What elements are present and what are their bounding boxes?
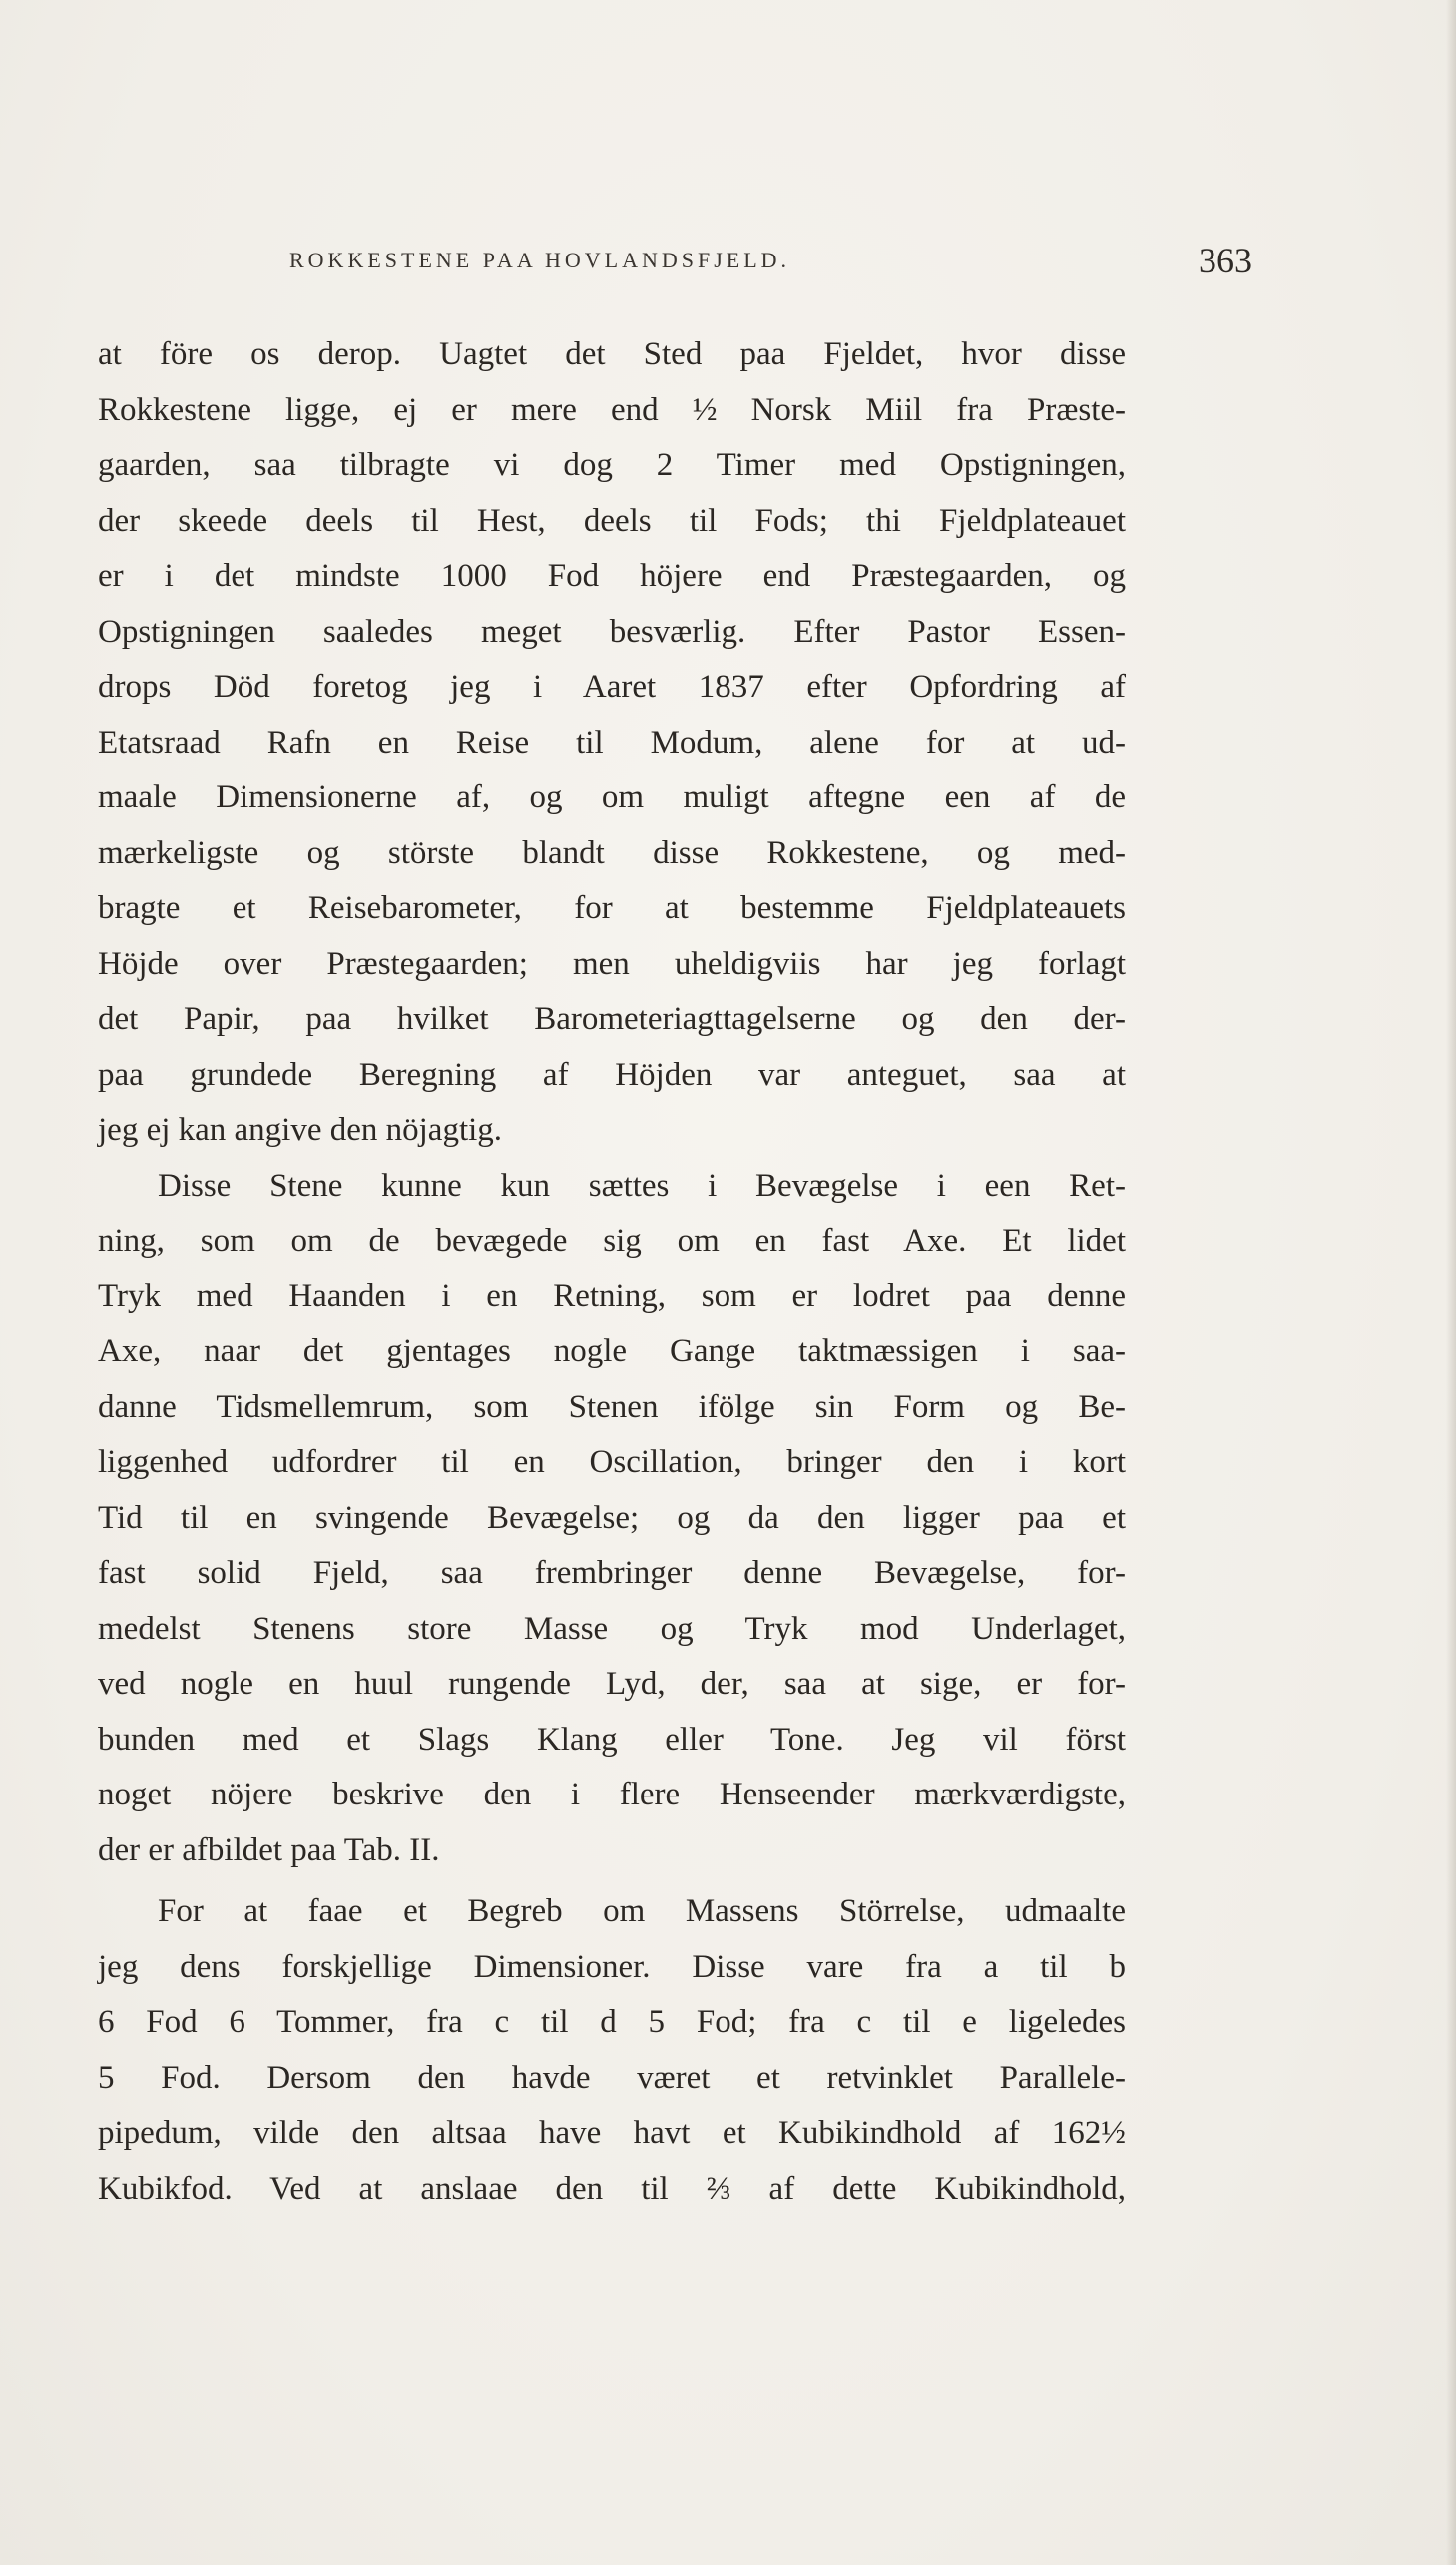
text-line: mærkeligste og störste blandt disse Rokkestene, og med- — [98, 834, 1126, 871]
text-line: fast solid Fjeld, saa frembringer denne Bevægelse, for- — [98, 1555, 1126, 1591]
text-line: For at faae et Begreb om Massens Störrelse, udmaalte — [158, 1893, 1126, 1929]
text-line: der skeede deels til Hest, deels til Fods; thi Fjeldplateauet — [98, 502, 1126, 539]
page-edge-shadow — [1446, 0, 1456, 2565]
text-line: paa grundede Beregning af Höjden var anteguet, saa at — [98, 1056, 1126, 1093]
text-line: pipedum, vilde den altsaa have havt et Kubikindhold af 162½ — [98, 2115, 1126, 2151]
text-line: Disse Stene kunne kun sættes i Bevægelse i een Ret- — [158, 1167, 1126, 1204]
text-line: danne Tidsmellemrum, som Stenen ifölge sin Form og Be- — [98, 1388, 1126, 1425]
text-line: Höjde over Præstegaarden; men uheldigviis har jeg forlagt — [98, 945, 1126, 982]
text-line: 6 Fod 6 Tommer, fra c til d 5 Fod; fra c til e ligeledes — [98, 2004, 1126, 2040]
text-line: drops Död foretog jeg i Aaret 1837 efter Opfordring af — [98, 669, 1126, 705]
text-line: Etatsraad Rafn en Reise til Modum, alene for at ud- — [98, 724, 1126, 761]
text-line: ved nogle en huul rungende Lyd, der, saa at sige, er for- — [98, 1666, 1126, 1702]
body-text — [98, 327, 1126, 2217]
text-line: 5 Fod. Dersom den havde været et retvinklet Parallele- — [98, 2059, 1126, 2096]
text-line: det Papir, paa hvilket Barometeriagttagelserne og den der- — [98, 1001, 1126, 1037]
text-line: Opstigningen saaledes meget besværlig. Efter Pastor Essen- — [98, 613, 1126, 650]
text-line: maale Dimensionerne af, og om muligt aftegne een af de — [98, 779, 1126, 815]
text-line: Tryk med Haanden i en Retning, som er lodret paa denne — [98, 1278, 1126, 1314]
text-line: bragte et Reisebarometer, for at bestemme Fjeldplateauets — [98, 890, 1126, 926]
text-line: at före os derop. Uagtet det Sted paa Fjeldet, hvor disse — [98, 336, 1126, 372]
text-line: bunden med et Slags Klang eller Tone. Jeg vil först — [98, 1721, 1126, 1758]
page-header — [200, 240, 1252, 279]
text-line: Rokkestene ligge, ej er mere end ½ Norsk Miil fra Præste- — [98, 391, 1126, 428]
text-line: medelst Stenens store Masse og Tryk mod Underlaget, — [98, 1610, 1126, 1647]
page-number: 363 — [1199, 241, 1252, 280]
text-line: jeg ej kan angive den nöjagtig. — [98, 1112, 503, 1148]
text-line: noget nöjere beskrive den i flere Henseender mærkværdigste, — [98, 1777, 1126, 1812]
text-line: gaarden, saa tilbragte vi dog 2 Timer med Opstigningen, — [98, 447, 1126, 483]
text-line: der er afbildet paa Tab. II. — [98, 1831, 440, 1868]
text-line: Axe, naar det gjentages nogle Gange taktmæssigen i saa- — [98, 1333, 1126, 1369]
text-line: er i det mindste 1000 Fod höjere end Præstegaarden, og — [98, 558, 1126, 594]
text-line: Tid til en svingende Bevægelse; og da den ligger paa et — [98, 1499, 1126, 1536]
text-line: ning, som om de bevægede sig om en fast Axe. Et lidet — [98, 1223, 1126, 1259]
text-line: liggenhed udfordrer til en Oscillation, bringer den i kort — [98, 1444, 1126, 1480]
text-line: Kubikfod. Ved at anslaae den til ⅔ af dette Kubikindhold, — [98, 2170, 1126, 2207]
text-line: jeg dens forskjellige Dimensioner. Disse vare fra a til b — [98, 1948, 1126, 1985]
running-title: ROKKESTENE PAA HOVLANDSFJELD. — [289, 248, 791, 272]
